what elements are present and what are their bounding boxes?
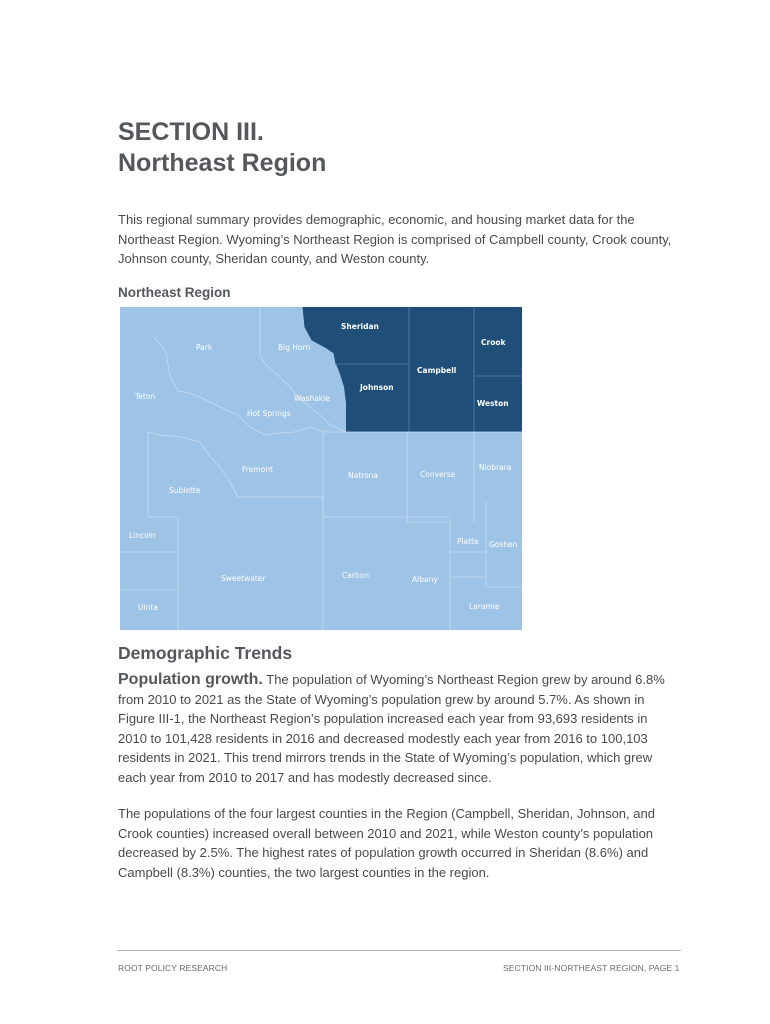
label-fremont: Fremont bbox=[242, 465, 273, 474]
label-converse: Converse bbox=[420, 470, 456, 479]
label-campbell: Campbell bbox=[417, 366, 457, 375]
footer-divider bbox=[117, 950, 681, 951]
label-crook: Crook bbox=[481, 338, 506, 347]
section-number: SECTION III. bbox=[118, 118, 264, 146]
label-sheridan: Sheridan bbox=[341, 322, 379, 331]
footer-organization: ROOT POLICY RESEARCH bbox=[118, 963, 228, 973]
label-natrona: Natrona bbox=[348, 471, 379, 480]
population-growth-paragraph bbox=[118, 670, 678, 787]
label-johnson: Johnson bbox=[360, 383, 394, 392]
label-hot-springs: Hot Springs bbox=[247, 409, 291, 418]
section-title bbox=[118, 117, 326, 179]
label-washakie: Washakie bbox=[294, 394, 330, 403]
label-park: Park bbox=[196, 343, 213, 352]
label-teton: Teton bbox=[135, 392, 156, 401]
label-laramie: Laramie bbox=[469, 602, 500, 611]
label-platte: Platte bbox=[457, 537, 479, 546]
intro-paragraph: This regional summary provides demographic, economic, and housing market data for the Northeast Region. Wyoming’s Northeast Region is comprised of Campbell county, Crook county, Johnson county, Sheridan county, and Weston county. bbox=[118, 212, 672, 266]
population-growth-text: The population of Wyoming’s Northeast Region grew by around 6.8% from 2010 to 2021 as the State of Wyoming’s population grew by around 5.7%. As shown in Figure III-1, the Northeast Region’s population increased each year from 93,693 residents in 2010 to 101,428 residents in 2016 and decreased modestly each year from 2016 to 100,103 residents in 2021. This trend mirrors trends in the State of Wyoming’s population, which grew each year from 2010 to 2017 and has modestly decreased since. bbox=[118, 672, 665, 785]
label-niobrara: Niobrara bbox=[479, 463, 512, 472]
demographic-heading: Demographic Trends bbox=[118, 643, 293, 663]
label-carbon: Carbon bbox=[342, 571, 370, 580]
footer-page-info: SECTION III-NORTHEAST REGION, PAGE 1 bbox=[503, 963, 680, 973]
wyoming-county-map bbox=[120, 307, 522, 630]
label-sweetwater: Sweetwater bbox=[221, 574, 266, 583]
map-caption: Northeast Region bbox=[118, 285, 231, 300]
label-big-horn: Big Horn bbox=[278, 343, 311, 352]
label-albany: Albany bbox=[412, 575, 438, 584]
label-sublette: Sublette bbox=[169, 486, 201, 495]
label-uinta: Uinta bbox=[138, 603, 158, 612]
section-name: Northeast Region bbox=[118, 149, 327, 177]
label-goshen: Goshen bbox=[489, 540, 518, 549]
population-growth-lead: Population growth. bbox=[118, 671, 263, 688]
label-lincoln: Lincoln bbox=[129, 531, 156, 540]
county-growth-paragraph: The populations of the four largest counties in the Region (Campbell, Sheridan, Johnson, and Crook counties) increased overall between 2010 and 2021, while Weston county’s population decreased by 2.5%. The highest rates of population growth occurred in Sheridan (8.6%) and Campbell (8.3%) counties, the two largest counties in the region. bbox=[118, 806, 655, 880]
county-johnson bbox=[336, 364, 409, 432]
label-weston: Weston bbox=[477, 399, 509, 408]
